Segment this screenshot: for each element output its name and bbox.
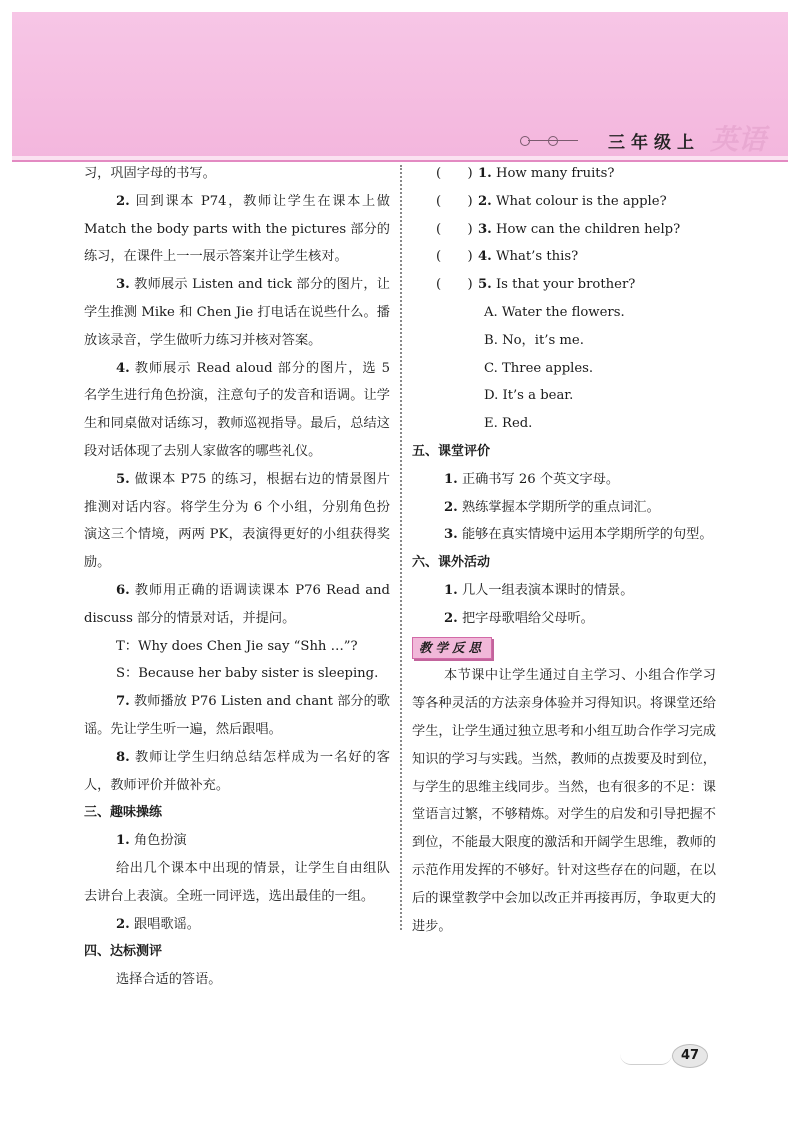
question-text: How can the children help? [491, 221, 681, 237]
option-a: A. Water the flowers. [484, 304, 625, 320]
question-3 [412, 216, 716, 244]
step-4 [84, 355, 390, 466]
eval-2 [412, 494, 716, 522]
option-c: C. Three apples. [484, 360, 594, 376]
step-number: 2. [116, 193, 130, 209]
activity-number: 2. [444, 610, 458, 626]
option-d: D. It’s a bear. [484, 388, 574, 404]
question-2 [412, 188, 716, 216]
left-column [84, 160, 390, 994]
answer-blank[interactable]: ( ) [436, 249, 473, 265]
subject-title: 英语 [709, 123, 766, 156]
option-e: E. Red. [484, 416, 533, 432]
right-column [412, 160, 716, 940]
step-5 [84, 466, 390, 577]
activity-2 [84, 911, 390, 939]
option-b: B. No，it’s me. [484, 332, 584, 348]
answer-blank[interactable]: ( ) [436, 221, 473, 237]
reflection-label-row [412, 633, 716, 663]
grade-label: 三年级上 [608, 133, 700, 153]
section-heading: 五、课堂评价 [412, 443, 491, 459]
activity-description: 给出几个课本中出现的情景，让学生自由组队去讲台上表演。全班一同评选，选出最佳的一组。 [84, 860, 390, 904]
eval-number: 2. [444, 499, 458, 515]
step-text: 回到课本 P74，教师让学生在课本上做 Match the body parts with the pictures 部分的练习，在课件上一一展示答案并让学生核对。 [84, 193, 390, 265]
step-3 [84, 271, 390, 354]
step-number: 5. [116, 471, 130, 487]
question-5 [412, 271, 716, 299]
step-text: 教师展示 Read aloud 部分的图片，选 5 名学生进行角色扮演，注意句子的发音和语调。让学生和同桌做对话练习，教师巡视指导。最后，总结这段对话体现了去别人家做客的哪些礼仪。 [84, 360, 390, 459]
activity-outside-1 [412, 577, 716, 605]
activity-1 [84, 827, 390, 855]
step-7 [84, 688, 390, 744]
section-heading: 四、达标测评 [84, 944, 163, 960]
step-text: 教师用正确的语调读课本 P76 Read and discuss 部分的情景对话，并提问。 [84, 582, 390, 626]
question-number: 5. [478, 277, 492, 293]
eval-1 [412, 466, 716, 494]
decoration-circle-icon [520, 136, 530, 146]
activity-number: 2. [116, 916, 130, 932]
section-heading: 六、课外活动 [412, 555, 491, 571]
question-number: 2. [478, 193, 492, 209]
step-text: 教师展示 Listen and tick 部分的图片，让学生推测 Mike 和 Chen Jie 打电话在说些什么。播放该录音，学生做听力练习并核对答案。 [84, 277, 390, 348]
answer-blank[interactable]: ( ) [436, 277, 473, 293]
activity-outside-2 [412, 605, 716, 633]
question-text: What colour is the apple? [491, 193, 667, 209]
activity-text: 跟唱歌谣。 [129, 916, 200, 932]
eval-number: 3. [444, 527, 458, 543]
step-number: 7. [116, 694, 130, 710]
dialogue-teacher: T：Why does Chen Jie say “Shh …”? [116, 638, 358, 654]
question-1 [412, 160, 716, 188]
eval-text: 熟练掌握本学期所学的重点词汇。 [457, 499, 660, 515]
test-intro: 选择合适的答语。 [116, 972, 222, 988]
answer-blank[interactable]: ( ) [436, 166, 473, 181]
step-number: 6. [116, 582, 130, 598]
eval-text: 能够在真实情境中运用本学期所学的句型。 [457, 527, 713, 543]
eval-3 [412, 521, 716, 549]
step-8 [84, 744, 390, 800]
question-text: How many fruits? [491, 166, 615, 181]
activity-number: 1. [444, 582, 458, 598]
reflection-text: 本节课中让学生通过自主学习、小组合作学习等各种灵活的方法亲身体验并习得知识。将课堂还给学生，让学生通过独立思考和小组互助合作学习完成知识的学习与实践。当然，教师的点拨要及时到位，与学生的思维主线同步。当然，也有很多的不足：课堂语言过繁，不够精炼。对学生的启发和引导把握不到位，不能最大限度的激活和开阔学生思维，教师的示范作用发挥的不够好。针对这些存在的问题，在以后的课堂教学中会加以改正并再接再厉，争取更大的进步。 [412, 668, 716, 934]
question-text: Is that your brother? [491, 277, 636, 293]
page-number-decoration [620, 1054, 672, 1065]
activity-text: 把字母歌唱给父母听。 [457, 610, 594, 626]
step-2 [84, 188, 390, 271]
section-heading: 三、趣味操练 [84, 805, 163, 821]
dialogue-student: S：Because her baby sister is sleeping. [116, 666, 379, 682]
reflection-badge: 教学反思 [412, 637, 492, 659]
step-text: 做课本 P75 的练习，根据右边的情景图片推测对话内容。将学生分为 6 个小组，分别角色扮演这三个情境，两两 PK，表演得更好的小组获得奖励。 [84, 471, 390, 571]
question-number: 1. [478, 166, 492, 181]
eval-text: 正确书写 26 个英文字母。 [457, 471, 620, 487]
step-number: 4. [116, 360, 130, 376]
activity-text: 几人一组表演本课时的情景。 [457, 582, 634, 598]
step-6 [84, 577, 390, 633]
column-divider [400, 165, 402, 930]
step-number: 3. [116, 277, 130, 293]
step-number: 8. [116, 749, 130, 765]
question-number: 4. [478, 249, 492, 265]
activity-text: 角色扮演 [129, 833, 187, 849]
activity-number: 1. [116, 833, 130, 849]
question-text: What’s this? [491, 249, 579, 265]
step-text: 教师播放 P76 Listen and chant 部分的歌谣。先让学生听一遍，然后跟唱。 [84, 694, 390, 737]
paragraph: 习，巩固字母的书写。 [84, 166, 216, 181]
decoration-circle-icon [548, 136, 558, 146]
question-4 [412, 243, 716, 271]
page-number: 47 [672, 1044, 708, 1068]
question-number: 3. [478, 221, 492, 237]
answer-blank[interactable]: ( ) [436, 193, 473, 209]
eval-number: 1. [444, 471, 458, 487]
step-text: 教师让学生归纳总结怎样成为一名好的客人，教师评价并做补充。 [84, 749, 390, 793]
